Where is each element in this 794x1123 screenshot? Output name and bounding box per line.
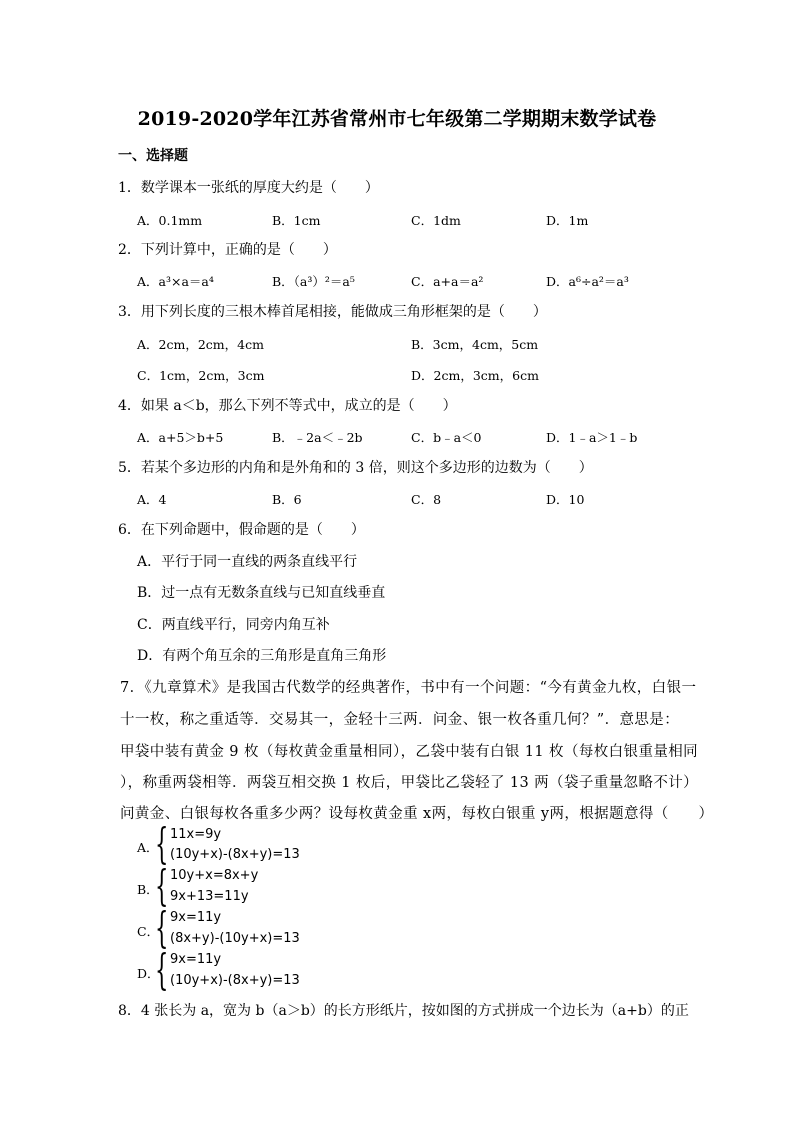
- page-title: 2019-2020学年江苏省常州市七年级第二学期期末数学试卷: [137, 108, 657, 130]
- q2-option-c: C．a+a＝a²: [411, 274, 484, 289]
- q6-option-d: D．有两个角互余的三角形是直角三角形: [137, 648, 387, 664]
- q3-option-d: D．2cm，3cm，6cm: [411, 368, 539, 383]
- q2-option-a: A．a³×a＝a⁴: [137, 274, 214, 289]
- q7-option-d-eq2: (10y+x)-(8x+y)=13: [170, 973, 300, 988]
- q7-option-d-eq1: 9x=11y: [170, 952, 222, 967]
- brace-icon: {: [155, 903, 169, 952]
- q5-option-d: D．10: [546, 492, 585, 507]
- brace-icon: {: [155, 861, 169, 910]
- q5-option-a: A．4: [137, 492, 167, 507]
- question-3-stem: 3．用下列长度的三根木棒首尾相接，能做成三角形框架的是（ ）: [118, 304, 547, 320]
- question-1-stem: 1．数学课本一张纸的厚度大约是（ ）: [118, 180, 379, 196]
- q1-option-b: B．1cm: [272, 213, 321, 228]
- q4-option-a: A．a+5＞b+5: [137, 430, 224, 445]
- q6-option-b: B．过一点有无数条直线与已知直线垂直: [137, 585, 386, 601]
- q1-option-a: A．0.1mm: [137, 213, 203, 228]
- q7-line-4: ），称重两袋相等．两袋互相交换 1 枚后，甲袋比乙袋轻了 13 两（袋子重量忽略不计）: [120, 775, 699, 791]
- q7-line-5: 问黄金、白银每枚各重多少两？设每枚黄金重 x两，每枚白银重 y两，根据题意得（ ）: [120, 806, 714, 822]
- q7-line-2: 十一枚，称之重适等．交易其一，金轻十三两．问金、银一枚各重几何？”．意思是：: [120, 712, 680, 728]
- q7-option-a-label: A．: [137, 840, 159, 855]
- q2-option-d: D．a⁶÷a²＝a³: [546, 274, 629, 289]
- q6-option-a: A．平行于同一直线的两条直线平行: [137, 554, 358, 570]
- q7-option-a-eq2: (10y+x)-(8x+y)=13: [170, 847, 300, 862]
- q4-option-b: B．﹣2a＜﹣2b: [272, 430, 363, 445]
- question-6-stem: 6．在下列命题中，假命题的是（ ）: [118, 522, 365, 538]
- q2-option-b: B．（a³）²＝a⁵: [272, 274, 355, 289]
- q1-option-c: C．1dm: [411, 213, 461, 228]
- q7-option-a-eq1: 11x=9y: [170, 827, 222, 842]
- section-heading: 一、选择题: [118, 148, 188, 164]
- question-5-stem: 5．若某个多边形的内角和是外角和的 3 倍，则这个多边形的边数为（ ）: [118, 460, 593, 476]
- question-8-stem: 8．4 张长为 a，宽为 b（a＞b）的长方形纸片，按如图的方式拼成一个边长为（a+b）的正: [118, 1003, 689, 1019]
- brace-icon: {: [155, 819, 169, 868]
- q7-line-1: 7．《九章算术》是我国古代数学的经典著作，书中有一个问题：“今有黄金九枚，白银一: [120, 680, 697, 696]
- q7-option-b-label: B．: [137, 882, 159, 897]
- q5-option-b: B．6: [272, 492, 302, 507]
- q7-option-c-eq2: (8x+y)-(10y+x)=13: [170, 931, 300, 946]
- q3-option-c: C．1cm，2cm，3cm: [137, 368, 265, 383]
- brace-icon: {: [155, 945, 169, 994]
- q6-option-c: C．两直线平行，同旁内角互补: [137, 617, 330, 633]
- q7-option-b-eq2: 9x+13=11y: [170, 889, 249, 904]
- q7-line-3: 甲袋中装有黄金 9 枚（每枚黄金重量相同），乙袋中装有白银 11 枚（每枚白银重量相同: [120, 744, 699, 760]
- q3-option-b: B．3cm，4cm，5cm: [411, 337, 539, 352]
- q5-option-c: C．8: [411, 492, 442, 507]
- question-2-stem: 2．下列计算中，正确的是（ ）: [118, 242, 337, 258]
- q1-option-d: D．1m: [546, 213, 589, 228]
- q7-option-d-label: D．: [137, 966, 160, 981]
- q4-option-c: C．b﹣a＜0: [411, 430, 482, 445]
- q7-option-c-label: C．: [137, 924, 160, 939]
- q4-option-d: D．1﹣a＞1﹣b: [546, 430, 638, 445]
- q7-option-b-eq1: 10y+x=8x+y: [170, 868, 259, 883]
- q3-option-a: A．2cm，2cm，4cm: [137, 337, 264, 352]
- q7-option-c-eq1: 9x=11y: [170, 910, 222, 925]
- question-4-stem: 4．如果 a＜b，那么下列不等式中，成立的是（ ）: [118, 398, 457, 414]
